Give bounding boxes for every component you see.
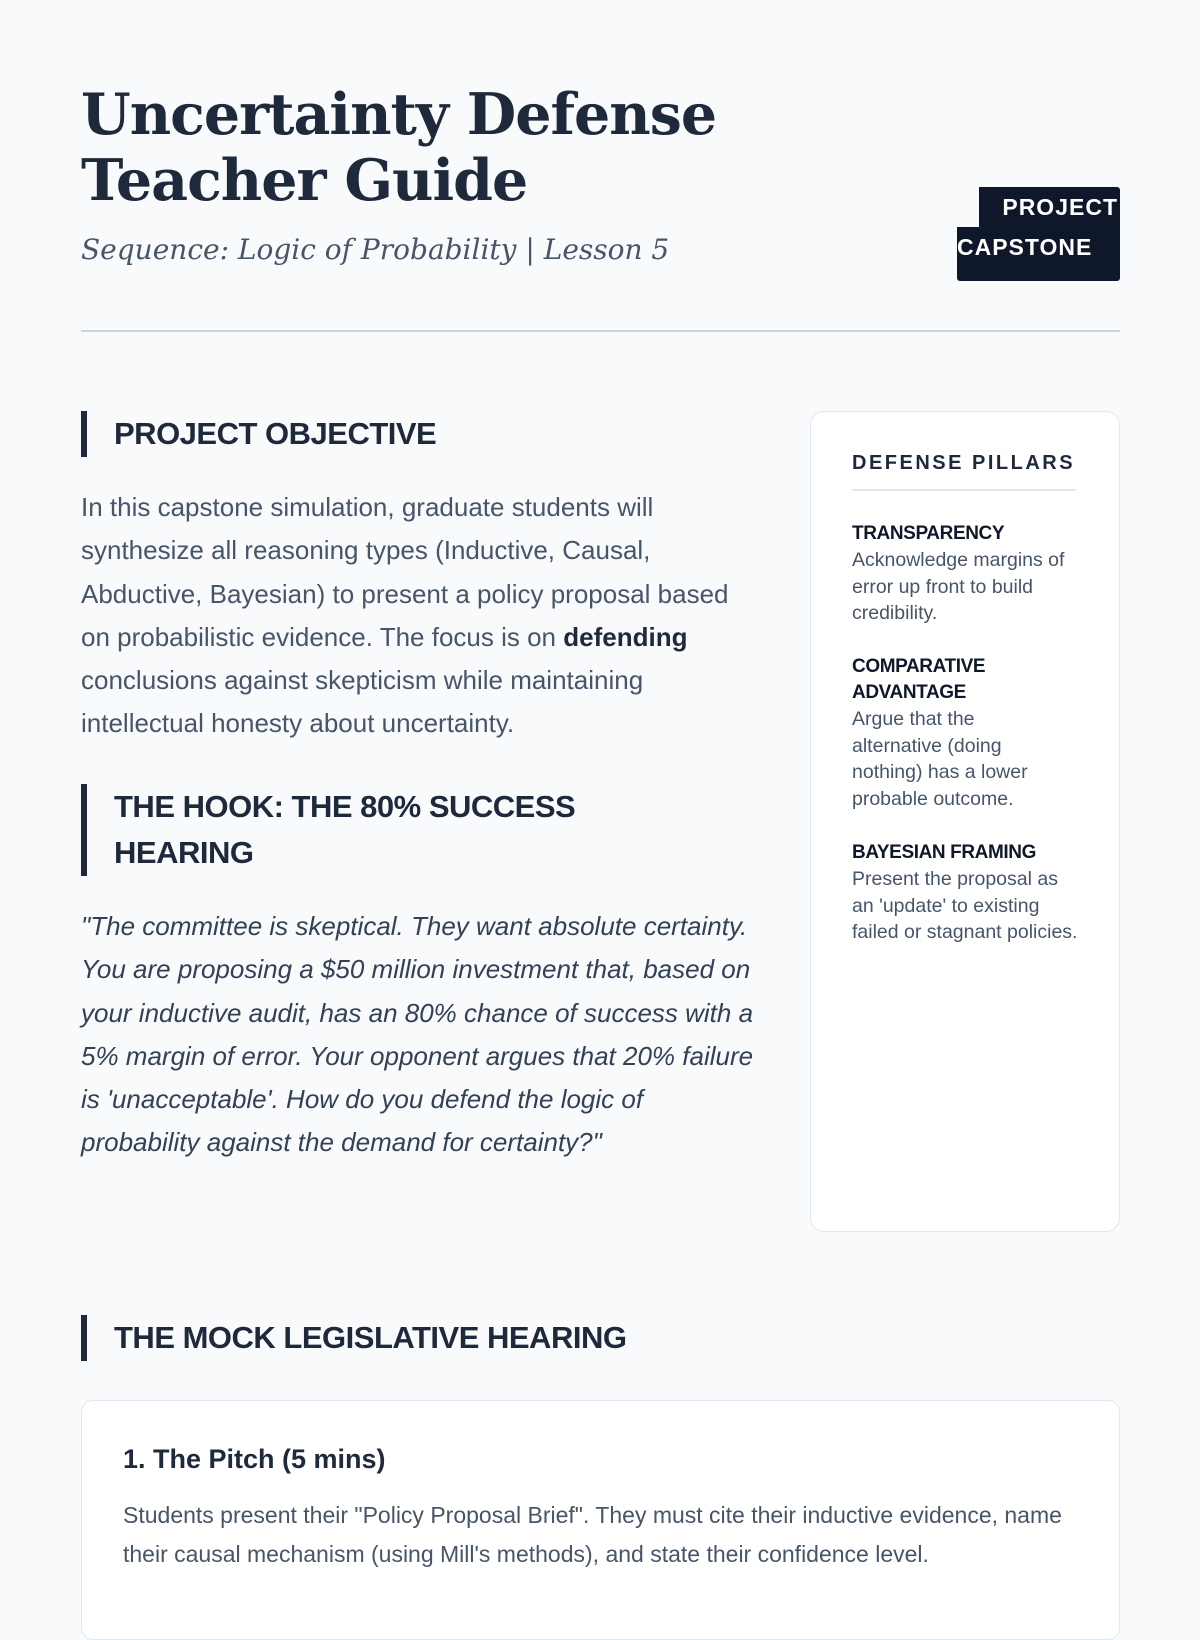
pillar-transparency	[852, 521, 1084, 627]
badge-line-2: CAPSTONE	[957, 234, 1093, 260]
objective-text-bold: defending	[563, 621, 688, 652]
objective-text-after: conclusions against skepticism while maintaining intellectual honesty about uncertainty.	[81, 665, 644, 739]
page-subtitle: Sequence: Logic of Probability | Lesson 5	[81, 233, 670, 266]
title-line-1: Uncertainty Defense	[81, 81, 717, 148]
project-capstone-badge	[957, 187, 1120, 281]
step-desc: Students present their "Policy Proposal Brief". They must cite their inductive evidence, name their causal mechanism (using Mill's methods), and state their confidence level.	[123, 1502, 1062, 1567]
hearing-heading: THE MOCK LEGISLATIVE HEARING	[81, 1315, 1014, 1361]
page-title	[81, 82, 716, 214]
pillar-bayesian-framing	[852, 840, 1084, 946]
title-line-2: Teacher Guide	[81, 147, 528, 214]
pillar-name: COMPARATIVE ADVANTAGE	[852, 656, 986, 703]
defense-pillars-title: DEFENSE PILLARS	[852, 452, 1076, 491]
hook-quote: "The committee is skeptical. They want absolute certainty. You are proposing a $50 million investment that, based on your inductive audit, has an 80% chance of success with a 5% margin of error. Your opponent argues that 20% failure is 'unacceptable'. How do you defend the logic of probability against the demand for certainty?"	[81, 911, 754, 1158]
teacher-guide-page	[81, 0, 1120, 1567]
badge-notch	[957, 187, 979, 227]
page-header	[81, 0, 1120, 332]
pillar-name: TRANSPARENCY	[852, 523, 1005, 544]
defense-pillars-card	[810, 411, 1120, 1232]
pillar-desc: Acknowledge margins of error up front to build credibility.	[852, 549, 1065, 624]
pillar-desc: Argue that the alternative (doing nothing) has a lower probable outcome.	[852, 708, 1028, 810]
pillar-name: BAYESIAN FRAMING	[852, 842, 1036, 863]
hook-heading: THE HOOK: THE 80% SUCCESS HEARING	[81, 784, 674, 876]
pillar-comparative-advantage	[852, 654, 1084, 812]
badge-line-1: PROJECT	[1002, 194, 1118, 220]
objective-text	[81, 486, 731, 746]
objective-text-before: In this capstone simulation, graduate students will synthesize all reasoning types (Inductive, Causal, Abductive, Bayesian) to present a policy proposal based on probabilistic evidence. The focus is on	[81, 492, 729, 652]
pillar-desc: Present the proposal as an 'update' to existing failed or stagnant policies.	[852, 868, 1078, 943]
step-title: 1. The Pitch (5 mins)	[123, 1444, 386, 1474]
hearing-step-card	[81, 1400, 1120, 1640]
objective-heading: PROJECT OBJECTIVE	[81, 411, 754, 457]
